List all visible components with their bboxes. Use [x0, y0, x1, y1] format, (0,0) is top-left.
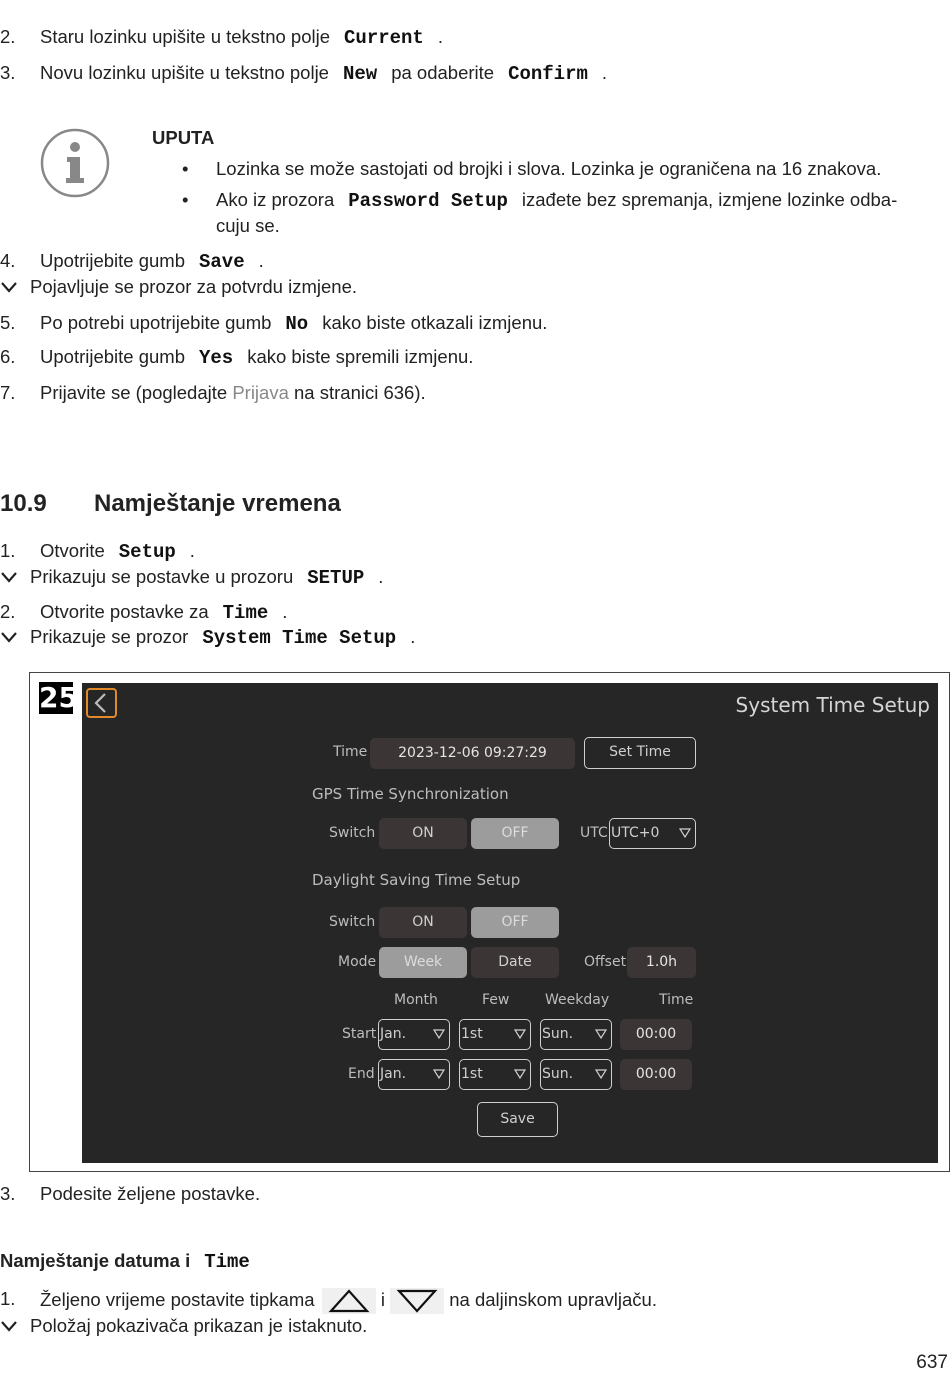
end-few-select[interactable]: 1st [459, 1059, 531, 1090]
screen-title: System Time Setup [735, 693, 930, 717]
dst-on-button[interactable]: ON [379, 907, 467, 938]
gps-on-button[interactable]: ON [379, 818, 467, 849]
chevron-down-icon [0, 1317, 18, 1335]
triangle-down-icon [514, 1069, 526, 1079]
dst-switch-label: Switch [329, 914, 376, 930]
end-label: End [348, 1066, 375, 1082]
mode-week-button[interactable]: Week [379, 947, 467, 978]
utc-label: UTC [580, 825, 608, 841]
chevron-down-icon [0, 568, 18, 586]
triangle-down-icon [679, 828, 691, 838]
gps-off-button[interactable]: OFF [471, 818, 559, 849]
sub-heading: Namještanje datuma i Time [0, 1250, 250, 1273]
gps-switch-label: Switch [329, 825, 376, 841]
triangle-down-icon [595, 1069, 607, 1079]
save-button[interactable]: Save [477, 1102, 558, 1137]
section-title: Namještanje vremena [94, 490, 341, 517]
dst-heading: Daylight Saving Time Setup [312, 871, 521, 889]
chevron-left-icon [88, 690, 115, 716]
back-button[interactable] [86, 688, 117, 718]
start-month-select[interactable]: Jan. [378, 1019, 450, 1050]
chevron-down-icon [0, 628, 18, 646]
mode-label: Mode [338, 954, 377, 970]
offset-field[interactable]: 1.0h [627, 947, 696, 978]
triangle-down-icon [433, 1029, 445, 1039]
time-field[interactable]: 2023-12-06 09:27:29 [370, 738, 575, 769]
note-heading: UPUTA [152, 127, 215, 148]
col-few: Few [482, 992, 510, 1008]
figure-number: 25 [39, 681, 78, 714]
page-number: 637 [916, 1352, 948, 1373]
dst-off-button[interactable]: OFF [471, 907, 559, 938]
end-time-field[interactable]: 00:00 [620, 1059, 692, 1090]
start-weekday-select[interactable]: Sun. [540, 1019, 612, 1050]
note-bullet-2-cont: cuju se. [216, 215, 280, 236]
system-time-setup-screen [82, 683, 938, 1163]
set-time-button[interactable]: Set Time [584, 737, 696, 769]
section-number: 10.9 [0, 490, 47, 517]
end-weekday-select[interactable]: Sun. [540, 1059, 612, 1090]
triangle-down-icon [433, 1069, 445, 1079]
mode-date-button[interactable]: Date [471, 947, 559, 978]
info-circle-icon [40, 128, 110, 198]
triangle-down-icon [390, 1288, 444, 1314]
time-label: Time [333, 744, 368, 760]
start-few-select[interactable]: 1st [459, 1019, 531, 1050]
offset-label: Offset [584, 954, 627, 970]
chevron-down-icon [0, 278, 18, 296]
start-time-field[interactable]: 00:00 [620, 1019, 692, 1050]
link-prijava[interactable]: Prijava [232, 382, 289, 403]
figure-frame [29, 672, 950, 1172]
col-month: Month [394, 992, 438, 1008]
col-weekday: Weekday [545, 992, 610, 1008]
start-label: Start [342, 1026, 377, 1042]
triangle-down-icon [514, 1029, 526, 1039]
utc-select[interactable]: UTC+0 [609, 818, 696, 849]
col-time: Time [659, 992, 694, 1008]
triangle-down-icon [595, 1029, 607, 1039]
end-month-select[interactable]: Jan. [378, 1059, 450, 1090]
gps-heading: GPS Time Synchronization [312, 785, 509, 803]
triangle-up-icon [322, 1288, 376, 1314]
